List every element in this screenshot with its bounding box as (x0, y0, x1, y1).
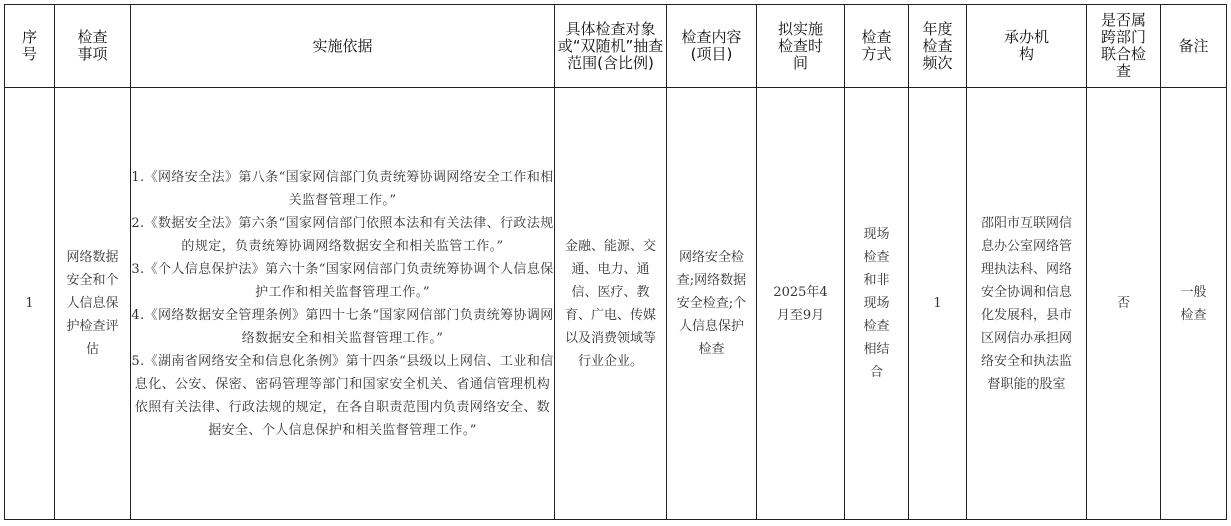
cell-joint: 否 (1087, 88, 1161, 520)
table-header-row (5, 5, 1227, 88)
cell-method: 现场检查和非现场检查相结合 (845, 88, 909, 520)
basis-clause: 3.《个人信息保护法》第六十条“国家网信部门负责统筹协调个人信息保护工作和相关监督管理工作。” (131, 261, 554, 300)
header-remark: 备注 (1161, 5, 1227, 88)
header-frequency: 年度检查频次 (909, 5, 967, 88)
table-row (5, 88, 1227, 520)
header-time: 拟实施检查时间 (757, 5, 845, 88)
cell-item: 网络数据安全和个人信息保护检查评估 (55, 88, 131, 520)
cell-remark: 一般检查 (1161, 88, 1227, 520)
cell-basis (131, 88, 555, 520)
basis-clause: 1.《网络安全法》第八条“国家网信部门负责统筹协调网络安全工作和相关监督管理工作。” (131, 169, 554, 208)
header-scope: 具体检查对象或“双随机”抽查范围(含比例) (555, 5, 667, 88)
header-method: 检查方式 (845, 5, 909, 88)
cell-scope: 金融、能源、交通、电力、通信、医疗、教育、广电、传媒以及消费领域等行业企业。 (555, 88, 667, 520)
inspection-plan-table (4, 4, 1227, 520)
basis-clause: 5.《湖南省网络安全和信息化条例》第十四条“县级以上网信、工业和信息化、公安、保密、密码管理等部门和国家安全机关、省通信管理机构依照有关法律、行政法规的规定，在各自职责范围内负责网络安全、数据安全、个人信息保护和相关监督管理工作。” (131, 353, 554, 438)
cell-frequency: 1 (909, 88, 967, 520)
cell-agency: 邵阳市互联网信息办公室网络管理执法科、网络安全协调和信息化发展科，县市区网信办承担网络安全和执法监督职能的股室 (967, 88, 1087, 520)
cell-time: 2025年4月至9月 (757, 88, 845, 520)
cell-content: 网络安全检查;网络数据安全检查;个人信息保护检查 (667, 88, 757, 520)
header-agency: 承办机构 (967, 5, 1087, 88)
header-seq: 序号 (5, 5, 55, 88)
header-content: 检查内容(项目) (667, 5, 757, 88)
cell-seq: 1 (5, 88, 55, 520)
basis-clause: 2.《数据安全法》第六条“国家网信部门依照本法和有关法律、行政法规的规定，负责统筹协调网络数据安全和相关监管工作。” (131, 215, 554, 254)
header-basis: 实施依据 (131, 5, 555, 88)
header-joint: 是否属跨部门联合检查 (1087, 5, 1161, 88)
basis-clause: 4.《网络数据安全管理条例》第四十七条“国家网信部门负责统筹协调网络数据安全和相关监督管理工作。” (131, 307, 554, 346)
header-item: 检查事项 (55, 5, 131, 88)
